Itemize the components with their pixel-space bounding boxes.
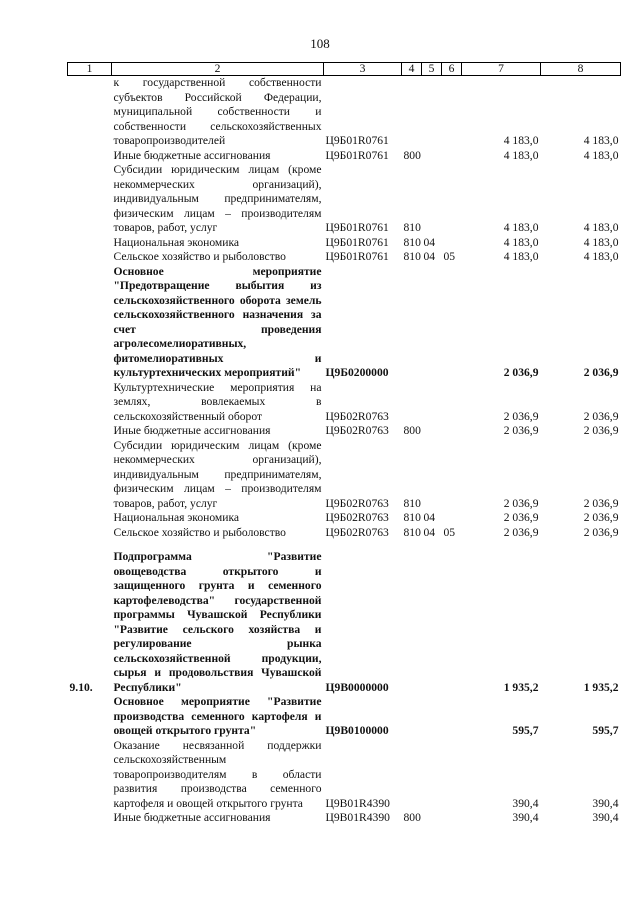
amount-col8: 2 036,9 bbox=[583, 496, 619, 510]
subsection-code bbox=[442, 424, 462, 439]
amount-col7: 4 183,0 bbox=[503, 221, 539, 234]
expense-type-code: 810 bbox=[403, 511, 421, 524]
expense-type-code bbox=[402, 381, 422, 425]
amount-col7: 2 036,9 bbox=[503, 511, 539, 524]
table-row bbox=[68, 149, 621, 164]
subsection-code bbox=[442, 739, 462, 812]
table-body bbox=[68, 76, 621, 826]
row-number bbox=[68, 424, 112, 439]
row-number bbox=[68, 526, 112, 541]
section-code bbox=[422, 76, 442, 149]
section-code: 04 bbox=[423, 250, 436, 263]
row-name: Субсидии юридическим лицам (кроме некоммерческих организаций), индивидуальным предпринимателям, физическим лицам – производителям товаров, работ, услуг bbox=[113, 438, 322, 510]
expense-type-code: 810 bbox=[403, 525, 421, 539]
target-article-code: Ц9В0000000 bbox=[325, 680, 389, 694]
expense-type-code: 800 bbox=[403, 811, 421, 824]
target-article-code: Ц9Б0200000 bbox=[325, 366, 389, 379]
table-row bbox=[68, 511, 621, 526]
section-code bbox=[422, 550, 442, 695]
row-name: Основное мероприятие "Предотвращение выбытия из сельскохозяйственного оборота земель сельскохозяйственного назначения за счет проведения агролесомелиоративных, фитомелиоративных и культуртехнических мероприятий" bbox=[113, 264, 322, 379]
row-name: Национальная экономика bbox=[113, 511, 240, 524]
amount-col8: 4 183,0 bbox=[583, 221, 619, 234]
expense-type-code bbox=[402, 550, 422, 695]
section-code bbox=[422, 811, 442, 826]
amount-col8: 4 183,0 bbox=[583, 134, 619, 147]
subsection-code bbox=[442, 550, 462, 695]
section-code: 04 bbox=[423, 235, 436, 249]
expense-type-code: 810 bbox=[403, 221, 421, 234]
column-header: 8 bbox=[541, 63, 621, 76]
row-name: Сельское хозяйство и рыболовство bbox=[113, 250, 286, 263]
row-spacer bbox=[68, 540, 621, 550]
section-code: 04 bbox=[423, 511, 436, 524]
row-name: Культуртехнические мероприятия на землях, вовлекаемых в сельскохозяйственный оборот bbox=[113, 380, 322, 423]
amount-col7: 4 183,0 bbox=[503, 235, 539, 249]
section-code bbox=[422, 163, 442, 236]
target-article-code: Ц9Б01R0761 bbox=[325, 235, 389, 249]
target-article-code: Ц9Б01R0761 bbox=[325, 148, 389, 162]
expense-type-code: 810 bbox=[403, 235, 421, 249]
row-number bbox=[68, 439, 112, 512]
target-article-code: Ц9В01R4390 bbox=[325, 811, 390, 824]
column-header: 5 bbox=[422, 63, 442, 76]
expense-type-code: 800 bbox=[403, 148, 421, 162]
section-code bbox=[422, 265, 442, 381]
expense-type-code: 800 bbox=[403, 424, 421, 437]
table-row bbox=[68, 526, 621, 541]
row-name: Иные бюджетные ассигнования bbox=[113, 811, 271, 824]
row-name: Основное мероприятие "Развитие производства семенного картофеля и овощей открытого грунта" bbox=[113, 695, 322, 737]
expense-type-code bbox=[402, 76, 422, 149]
subsection-code bbox=[442, 236, 462, 251]
amount-col8: 2 036,9 bbox=[583, 511, 619, 524]
amount-col7: 2 036,9 bbox=[503, 366, 539, 379]
section-code bbox=[422, 739, 442, 812]
row-number bbox=[68, 265, 112, 381]
table-row bbox=[68, 381, 621, 425]
row-number bbox=[68, 250, 112, 265]
subsection-code bbox=[442, 811, 462, 826]
page-number: 108 bbox=[310, 36, 330, 51]
amount-col8: 1 935,2 bbox=[583, 680, 619, 694]
row-number bbox=[68, 511, 112, 526]
row-number bbox=[68, 236, 112, 251]
amount-col8: 2 036,9 bbox=[583, 409, 619, 423]
row-name: Национальная экономика bbox=[113, 235, 240, 249]
section-code bbox=[422, 381, 442, 425]
amount-col8: 2 036,9 bbox=[583, 424, 619, 437]
table-row bbox=[68, 76, 621, 149]
target-article-code: Ц9Б02R0763 bbox=[325, 424, 389, 437]
amount-col7: 4 183,0 bbox=[503, 148, 539, 162]
amount-col8: 4 183,0 bbox=[583, 148, 619, 162]
amount-col8: 390,4 bbox=[592, 796, 619, 810]
table-row bbox=[68, 424, 621, 439]
row-name: Сельское хозяйство и рыболовство bbox=[113, 525, 286, 539]
target-article-code: Ц9Б01R0761 bbox=[325, 134, 389, 147]
target-article-code: Ц9В0100000 bbox=[325, 724, 389, 737]
amount-col7: 4 183,0 bbox=[503, 134, 539, 147]
table-row bbox=[68, 163, 621, 236]
target-article-code: Ц9В01R4390 bbox=[325, 796, 390, 810]
column-header: 4 bbox=[402, 63, 422, 76]
row-name: Иные бюджетные ассигнования bbox=[113, 424, 271, 437]
subsection-code bbox=[442, 381, 462, 425]
target-article-code: Ц9Б02R0763 bbox=[325, 525, 389, 539]
row-name: Субсидии юридическим лицам (кроме некоммерческих организаций), индивидуальным предпринимателям, физическим лицам – производителям товаров, работ, услуг bbox=[113, 163, 322, 234]
column-header: 7 bbox=[462, 63, 541, 76]
row-name: Подпрограмма "Развитие овощеводства открытого и защищенного грунта и семенного картофелеводства" государственной программы Чувашской Республики "Развитие сельского хозяйства и регулирование рынка сельскохозяйственной продукции, сырья и продовольствия Чувашской Республики" bbox=[113, 550, 322, 694]
table-row bbox=[68, 265, 621, 381]
subsection-code bbox=[442, 439, 462, 512]
row-name: Оказание несвязанной поддержки сельскохозяйственным товаропроизводителям в области развития производства семенного картофеля и овощей открытого грунта bbox=[113, 738, 322, 810]
subsection-code bbox=[442, 265, 462, 381]
amount-col7: 595,7 bbox=[512, 724, 539, 737]
expense-type-code: 810 bbox=[403, 496, 421, 510]
target-article-code: Ц9Б02R0763 bbox=[325, 496, 389, 510]
row-name: к государственной собственности субъектов Российской Федерации, муниципальной собственности и собственности сельскохозяйственных товаропроизводителей bbox=[113, 76, 322, 147]
column-number-header-row bbox=[68, 63, 621, 76]
amount-col8: 390,4 bbox=[592, 811, 619, 824]
column-header: 1 bbox=[68, 63, 112, 76]
target-article-code: Ц9Б01R0761 bbox=[325, 221, 389, 234]
subsection-code bbox=[442, 149, 462, 164]
row-number bbox=[68, 739, 112, 812]
amount-col8: 595,7 bbox=[592, 724, 619, 737]
amount-col7: 2 036,9 bbox=[503, 424, 539, 437]
row-number bbox=[68, 695, 112, 739]
spacer-cell bbox=[68, 540, 621, 550]
row-name: Иные бюджетные ассигнования bbox=[113, 148, 271, 162]
table-row bbox=[68, 236, 621, 251]
section-code bbox=[422, 695, 442, 739]
amount-col8: 2 036,9 bbox=[583, 525, 619, 539]
table-row bbox=[68, 550, 621, 695]
subsection-code bbox=[442, 76, 462, 149]
column-header: 2 bbox=[112, 63, 324, 76]
expense-type-code: 810 bbox=[403, 250, 421, 263]
table-row bbox=[68, 739, 621, 812]
row-number bbox=[68, 381, 112, 425]
section-code: 04 bbox=[423, 525, 436, 539]
amount-col7: 2 036,9 bbox=[503, 409, 539, 423]
table-row bbox=[68, 250, 621, 265]
amount-col7: 390,4 bbox=[512, 811, 539, 824]
amount-col7: 2 036,9 bbox=[503, 496, 539, 510]
row-number bbox=[68, 163, 112, 236]
amount-col7: 390,4 bbox=[512, 796, 539, 810]
section-code bbox=[422, 149, 442, 164]
row-number bbox=[68, 811, 112, 826]
amount-col8: 2 036,9 bbox=[583, 366, 619, 379]
amount-col8: 4 183,0 bbox=[583, 250, 619, 263]
expense-type-code bbox=[402, 695, 422, 739]
row-number bbox=[68, 76, 112, 149]
amount-col7: 1 935,2 bbox=[503, 680, 539, 694]
column-header: 6 bbox=[442, 63, 462, 76]
amount-col7: 2 036,9 bbox=[503, 525, 539, 539]
row-number bbox=[68, 149, 112, 164]
target-article-code: Ц9Б02R0763 bbox=[325, 409, 389, 423]
section-code bbox=[422, 424, 442, 439]
subsection-code bbox=[442, 511, 462, 526]
subsection-code bbox=[442, 163, 462, 236]
expense-type-code bbox=[402, 739, 422, 812]
subsection-code: 05 bbox=[443, 250, 456, 263]
amount-col8: 4 183,0 bbox=[583, 235, 619, 249]
budget-table bbox=[67, 62, 621, 826]
subsection-code bbox=[442, 695, 462, 739]
column-header: 3 bbox=[324, 63, 402, 76]
section-code bbox=[422, 439, 442, 512]
row-number: 9.10. bbox=[69, 680, 93, 694]
table-row bbox=[68, 811, 621, 826]
target-article-code: Ц9Б01R0761 bbox=[325, 250, 389, 263]
expense-type-code bbox=[402, 265, 422, 381]
amount-col7: 4 183,0 bbox=[503, 250, 539, 263]
target-article-code: Ц9Б02R0763 bbox=[325, 511, 389, 524]
table-row bbox=[68, 439, 621, 512]
subsection-code: 05 bbox=[443, 525, 456, 539]
table-row bbox=[68, 695, 621, 739]
